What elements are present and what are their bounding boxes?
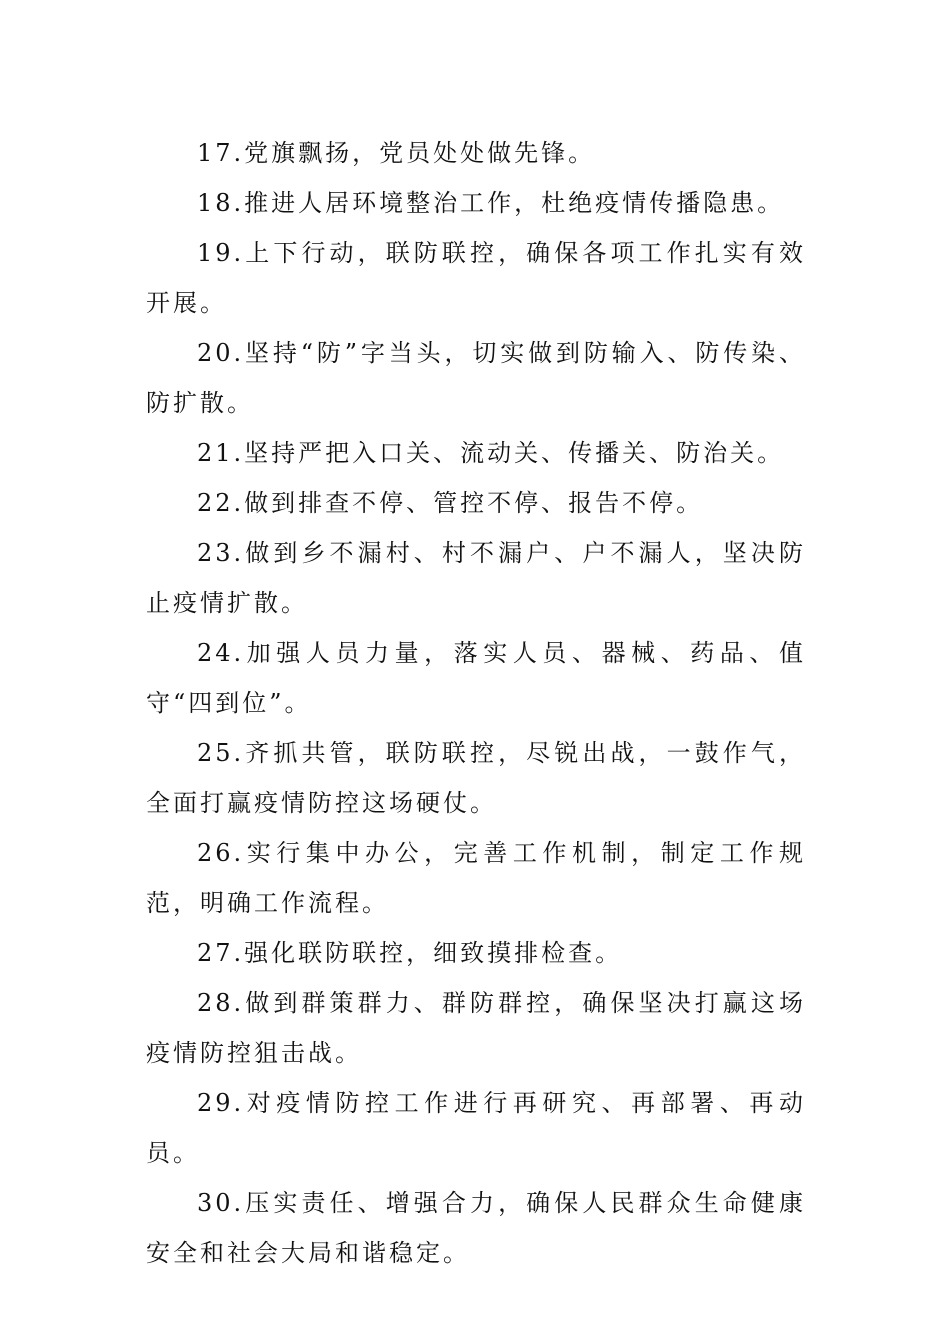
paragraph-22: 22.做到排查不停、管控不停、报告不停。 (197, 489, 704, 517)
paragraph-20: 20.坚持“防”字当头，切实做到防输入、防传染、防扩散。 (146, 339, 806, 417)
paragraph-26: 26.实行集中办公，完善工作机制，制定工作规范，明确工作流程。 (146, 839, 806, 917)
paragraph-25: 25.齐抓共管，联防联控，尽锐出战，一鼓作气，全面打赢疫情防控这场硬仗。 (146, 739, 806, 817)
paragraph-21: 21.坚持严把入口关、流动关、传播关、防治关。 (197, 439, 785, 467)
paragraph-23: 23.做到乡不漏村、村不漏户、户不漏人，坚决防止疫情扩散。 (146, 539, 806, 617)
paragraph-19: 19.上下行动，联防联控，确保各项工作扎实有效开展。 (146, 239, 806, 317)
paragraph-17: 17.党旗飘扬，党员处处做先锋。 (197, 139, 596, 167)
paragraph-28: 28.做到群策群力、群防群控，确保坚决打赢这场疫情防控狙击战。 (146, 989, 806, 1067)
paragraph-18: 18.推进人居环境整治工作，杜绝疫情传播隐患。 (197, 189, 785, 217)
paragraph-24: 24.加强人员力量，落实人员、器械、药品、值守“四到位”。 (146, 639, 806, 717)
paragraph-29: 29.对疫情防控工作进行再研究、再部署、再动员。 (146, 1089, 806, 1167)
paragraph-27: 27.强化联防联控，细致摸排检查。 (197, 939, 623, 967)
paragraph-30: 30.压实责任、增强合力，确保人民群众生命健康安全和社会大局和谐稳定。 (146, 1189, 806, 1267)
document-body (146, 128, 806, 1278)
